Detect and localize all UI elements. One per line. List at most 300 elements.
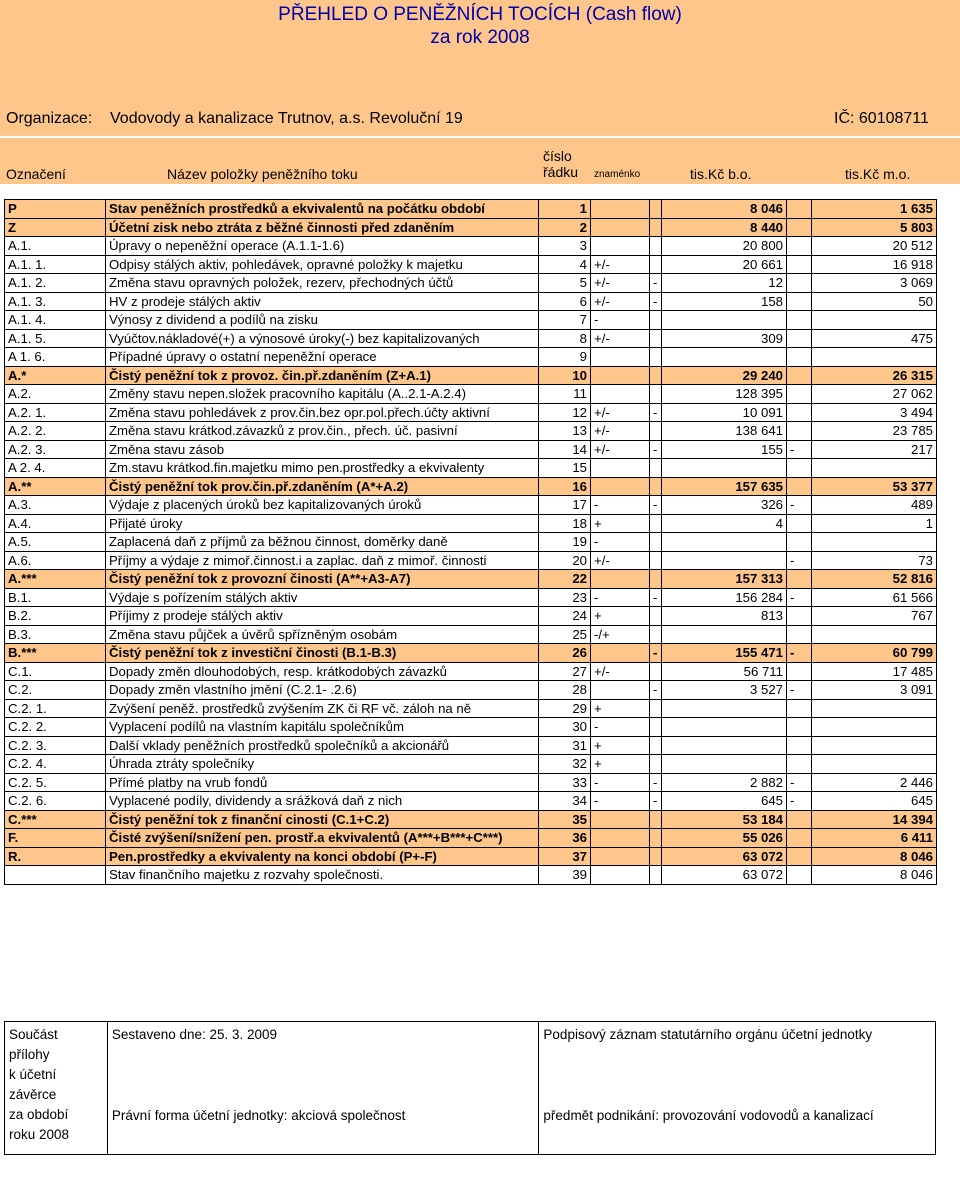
- current-sign: [650, 607, 662, 626]
- row-sign: -: [591, 311, 650, 330]
- table-row: [5, 403, 937, 422]
- row-number: 23: [539, 588, 591, 607]
- current-value: [662, 699, 787, 718]
- current-sign: [650, 551, 662, 570]
- previous-value: 1: [812, 514, 937, 533]
- signature-label: Podpisový záznam statutárního orgánu účetní jednotky: [543, 1027, 873, 1042]
- current-sign: [650, 385, 662, 404]
- table-row: [5, 829, 937, 848]
- previous-value: 8 046: [812, 847, 937, 866]
- row-number: 24: [539, 607, 591, 626]
- row-sign: [591, 829, 650, 848]
- previous-sign: -: [787, 551, 812, 570]
- footer-line: závěrce: [9, 1087, 57, 1102]
- current-value: [662, 625, 787, 644]
- row-code: A 1. 6.: [5, 348, 106, 367]
- previous-sign: [787, 755, 812, 774]
- row-name: Čistý peněžní tok z investiční činosti (B.1-B.3): [106, 644, 539, 663]
- previous-value: [812, 699, 937, 718]
- organization-ic: IČ: 60108711: [834, 110, 929, 127]
- row-number: 27: [539, 662, 591, 681]
- table-row: [5, 607, 937, 626]
- previous-value: 53 377: [812, 477, 937, 496]
- current-value: 155: [662, 440, 787, 459]
- row-number: 29: [539, 699, 591, 718]
- current-value: [662, 755, 787, 774]
- table-row: [5, 792, 937, 811]
- row-sign: +: [591, 755, 650, 774]
- previous-sign: -: [787, 681, 812, 700]
- row-code: A.4.: [5, 514, 106, 533]
- row-code: A.***: [5, 570, 106, 589]
- row-name: Stav peněžních prostředků a ekvivalentů na počátku období: [106, 200, 539, 219]
- current-sign: [650, 200, 662, 219]
- row-name: Vyplacení podílů na vlastním kapitálu společníkům: [106, 718, 539, 737]
- current-sign: -: [650, 588, 662, 607]
- previous-value: 61 566: [812, 588, 937, 607]
- previous-sign: [787, 514, 812, 533]
- current-sign: [650, 366, 662, 385]
- row-name: Případné úpravy o ostatní nepeněžní operace: [106, 348, 539, 367]
- current-sign: -: [650, 403, 662, 422]
- table-row: [5, 311, 937, 330]
- row-name: Změna stavu pohledávek z prov.čin.bez opr.pol.přech.účty aktivní: [106, 403, 539, 422]
- table-row: [5, 625, 937, 644]
- row-code: A.6.: [5, 551, 106, 570]
- row-number: 32: [539, 755, 591, 774]
- row-name: Čistý peněžní tok prov.čin.př.zdaněním (A*+A.2): [106, 477, 539, 496]
- table-row: [5, 255, 937, 274]
- row-sign: [591, 348, 650, 367]
- table-row: [5, 662, 937, 681]
- current-value: 309: [662, 329, 787, 348]
- table-row: [5, 847, 937, 866]
- row-name: Vyplacené podíly, dividendy a srážková daň z nich: [106, 792, 539, 811]
- row-code: Z: [5, 218, 106, 237]
- row-sign: +/-: [591, 403, 650, 422]
- row-code: C.2. 4.: [5, 755, 106, 774]
- row-sign: -/+: [591, 625, 650, 644]
- row-name: Čistý peněžní tok z provozní činosti (A**+A3-A7): [106, 570, 539, 589]
- previous-value: 6 411: [812, 829, 937, 848]
- footer-line: přílohy: [9, 1047, 50, 1062]
- row-name: Přímé platby na vrub fondů: [106, 773, 539, 792]
- row-code: C.2. 6.: [5, 792, 106, 811]
- row-name: Zaplacená daň z příjmů za běžnou činnost, doměrky daně: [106, 533, 539, 552]
- row-name: Odpisy stálých aktiv, pohledávek, opravné položky k majetku: [106, 255, 539, 274]
- row-name: Výdaje s pořízením stálých aktiv: [106, 588, 539, 607]
- legal-form: Právní forma účetní jednotky: akciová společnost: [111, 1108, 406, 1123]
- footer-line: Součást: [9, 1027, 58, 1042]
- previous-sign: [787, 662, 812, 681]
- row-sign: -: [591, 773, 650, 792]
- row-name: Čisté zvýšení/snížení pen. prostř.a ekvivalentů (A***+B***+C***): [106, 829, 539, 848]
- table-row: [5, 588, 937, 607]
- previous-value: [812, 348, 937, 367]
- row-sign: [591, 847, 650, 866]
- previous-sign: [787, 736, 812, 755]
- current-sign: [650, 329, 662, 348]
- current-sign: [650, 514, 662, 533]
- row-number: 20: [539, 551, 591, 570]
- row-name: Změna stavu zásob: [106, 440, 539, 459]
- footer-line: roku 2008: [9, 1127, 70, 1142]
- row-number: 7: [539, 311, 591, 330]
- row-code: R.: [5, 847, 106, 866]
- row-code: A.1. 1.: [5, 255, 106, 274]
- business-activity: předmět podnikání: provozování vodovodů a kanalizací: [543, 1108, 874, 1123]
- row-code: A.1. 3.: [5, 292, 106, 311]
- table-row: [5, 866, 937, 885]
- current-sign: -: [650, 681, 662, 700]
- previous-sign: [787, 311, 812, 330]
- row-sign: [591, 237, 650, 256]
- row-sign: -: [591, 533, 650, 552]
- previous-sign: [787, 607, 812, 626]
- current-value: 12: [662, 274, 787, 293]
- row-number: 35: [539, 810, 591, 829]
- current-value: 158: [662, 292, 787, 311]
- row-sign: +: [591, 699, 650, 718]
- current-value: 8 046: [662, 200, 787, 219]
- current-value: 813: [662, 607, 787, 626]
- row-sign: +: [591, 607, 650, 626]
- current-value: 55 026: [662, 829, 787, 848]
- table-row: [5, 237, 937, 256]
- table-row: [5, 736, 937, 755]
- previous-sign: [787, 625, 812, 644]
- table-row: [5, 718, 937, 737]
- row-name: Úhrada ztráty společníky: [106, 755, 539, 774]
- table-row: [5, 385, 937, 404]
- current-sign: [650, 218, 662, 237]
- table-row: [5, 496, 937, 515]
- col-header-name: Název položky peněžního toku: [167, 166, 358, 182]
- col-header-rowno-2: řádku: [543, 164, 579, 180]
- previous-sign: [787, 847, 812, 866]
- col-header-sign: znaménko: [594, 169, 641, 180]
- previous-value: 2 446: [812, 773, 937, 792]
- row-number: 14: [539, 440, 591, 459]
- table-row: [5, 514, 937, 533]
- row-name: Účetní zisk nebo ztráta z běžné činnosti před zdaněním: [106, 218, 539, 237]
- previous-sign: [787, 348, 812, 367]
- previous-value: 17 485: [812, 662, 937, 681]
- row-number: 26: [539, 644, 591, 663]
- row-code: A.**: [5, 477, 106, 496]
- previous-sign: [787, 292, 812, 311]
- row-name: Výnosy z dividend a podílů na zisku: [106, 311, 539, 330]
- row-code: A.2. 2.: [5, 422, 106, 441]
- table-row: [5, 755, 937, 774]
- row-code: C.2.: [5, 681, 106, 700]
- row-sign: +/-: [591, 551, 650, 570]
- row-number: 12: [539, 403, 591, 422]
- row-name: Stav finančního majetku z rozvahy společnosti.: [106, 866, 539, 885]
- previous-sign: [787, 366, 812, 385]
- row-sign: -: [591, 792, 650, 811]
- row-number: 34: [539, 792, 591, 811]
- current-sign: [650, 533, 662, 552]
- row-number: 18: [539, 514, 591, 533]
- row-number: 5: [539, 274, 591, 293]
- row-name: Změna stavu půjček a úvěrů spřízněným osobám: [106, 625, 539, 644]
- table-row: [5, 810, 937, 829]
- row-code: A.3.: [5, 496, 106, 515]
- row-sign: -: [591, 718, 650, 737]
- row-number: 1: [539, 200, 591, 219]
- row-number: 28: [539, 681, 591, 700]
- row-number: 16: [539, 477, 591, 496]
- table-row: [5, 422, 937, 441]
- row-code: B.1.: [5, 588, 106, 607]
- table-row: [5, 218, 937, 237]
- row-sign: +: [591, 736, 650, 755]
- row-number: 31: [539, 736, 591, 755]
- row-code: A.1.: [5, 237, 106, 256]
- current-value: 53 184: [662, 810, 787, 829]
- previous-value: 1 635: [812, 200, 937, 219]
- footer-signature-cell: [539, 1022, 936, 1155]
- table-row: [5, 533, 937, 552]
- column-header-row: [0, 138, 960, 184]
- previous-sign: [787, 422, 812, 441]
- table-row: [5, 773, 937, 792]
- current-value: 4: [662, 514, 787, 533]
- previous-value: 16 918: [812, 255, 937, 274]
- row-code: C.2. 2.: [5, 718, 106, 737]
- row-number: 8: [539, 329, 591, 348]
- row-name: Další vklady peněžních prostředků společníků a akcionářů: [106, 736, 539, 755]
- current-sign: [650, 422, 662, 441]
- footer-table: [4, 1021, 936, 1155]
- row-sign: [591, 385, 650, 404]
- current-sign: [650, 829, 662, 848]
- cashflow-table-wrap: [0, 199, 960, 885]
- row-sign: +: [591, 514, 650, 533]
- current-value: 63 072: [662, 866, 787, 885]
- table-row: [5, 366, 937, 385]
- current-sign: -: [650, 644, 662, 663]
- current-sign: -: [650, 496, 662, 515]
- current-value: 63 072: [662, 847, 787, 866]
- previous-sign: [787, 237, 812, 256]
- organization-row: [0, 100, 960, 136]
- row-code: A 2. 4.: [5, 459, 106, 478]
- row-number: 33: [539, 773, 591, 792]
- row-name: Změny stavu nepen.složek pracovního kapitálu (A..2.1-A.2.4): [106, 385, 539, 404]
- row-code: C.2. 5.: [5, 773, 106, 792]
- previous-sign: -: [787, 644, 812, 663]
- previous-value: 767: [812, 607, 937, 626]
- previous-value: [812, 755, 937, 774]
- footer-attachment-note: [5, 1022, 108, 1155]
- row-name: Dopady změn vlastního jmění (C.2.1- .2.6): [106, 681, 539, 700]
- previous-value: 20 512: [812, 237, 937, 256]
- previous-value: 3 091: [812, 681, 937, 700]
- current-sign: [650, 477, 662, 496]
- previous-sign: [787, 718, 812, 737]
- row-code: A.2. 1.: [5, 403, 106, 422]
- previous-sign: [787, 329, 812, 348]
- row-sign: [591, 218, 650, 237]
- row-name: Čistý peněžní tok z finanční cinosti (C.1+C.2): [106, 810, 539, 829]
- row-code: C.2. 3.: [5, 736, 106, 755]
- row-code: C.1.: [5, 662, 106, 681]
- row-name: Přijaté úroky: [106, 514, 539, 533]
- previous-value: 26 315: [812, 366, 937, 385]
- current-sign: -: [650, 773, 662, 792]
- row-code: F.: [5, 829, 106, 848]
- previous-sign: -: [787, 588, 812, 607]
- row-name: Úpravy o nepeněžní operace (A.1.1-1.6): [106, 237, 539, 256]
- previous-value: 475: [812, 329, 937, 348]
- current-sign: [650, 718, 662, 737]
- row-code: P: [5, 200, 106, 219]
- previous-value: [812, 718, 937, 737]
- footer-line: k účetní: [9, 1067, 57, 1082]
- row-sign: [591, 810, 650, 829]
- current-value: 155 471: [662, 644, 787, 663]
- row-number: 4: [539, 255, 591, 274]
- organization-label: Organizace:: [6, 110, 93, 127]
- cashflow-table: [4, 199, 937, 885]
- row-code: B.2.: [5, 607, 106, 626]
- row-number: 11: [539, 385, 591, 404]
- report-title: PŘEHLED O PENĚŽNÍCH TOCÍCH (Cash flow): [278, 4, 682, 25]
- row-sign: [591, 366, 650, 385]
- row-sign: [591, 570, 650, 589]
- table-row: [5, 292, 937, 311]
- row-number: 13: [539, 422, 591, 441]
- previous-sign: [787, 385, 812, 404]
- previous-sign: -: [787, 773, 812, 792]
- previous-sign: [787, 829, 812, 848]
- current-value: 157 313: [662, 570, 787, 589]
- table-row: [5, 477, 937, 496]
- row-sign: -: [591, 496, 650, 515]
- row-sign: +/-: [591, 292, 650, 311]
- table-row: [5, 200, 937, 219]
- previous-value: 645: [812, 792, 937, 811]
- row-code: A.*: [5, 366, 106, 385]
- col-header-code: Označení: [6, 166, 66, 182]
- table-row: [5, 274, 937, 293]
- current-value: 157 635: [662, 477, 787, 496]
- row-sign: +/-: [591, 440, 650, 459]
- table-row: [5, 329, 937, 348]
- current-sign: [650, 459, 662, 478]
- current-value: 645: [662, 792, 787, 811]
- current-sign: -: [650, 274, 662, 293]
- row-sign: [591, 459, 650, 478]
- row-code: B.3.: [5, 625, 106, 644]
- current-sign: -: [650, 440, 662, 459]
- row-sign: +/-: [591, 662, 650, 681]
- row-sign: [591, 200, 650, 219]
- previous-sign: [787, 403, 812, 422]
- row-number: 30: [539, 718, 591, 737]
- row-number: 10: [539, 366, 591, 385]
- current-value: 326: [662, 496, 787, 515]
- current-value: 3 527: [662, 681, 787, 700]
- current-sign: [650, 255, 662, 274]
- table-row: [5, 440, 937, 459]
- previous-sign: [787, 459, 812, 478]
- row-number: 17: [539, 496, 591, 515]
- row-name: Zvýšení peněž. prostředků zvýšením ZK či RF vč. záloh na ně: [106, 699, 539, 718]
- previous-sign: [787, 810, 812, 829]
- current-value: [662, 718, 787, 737]
- previous-value: 52 816: [812, 570, 937, 589]
- row-number: 25: [539, 625, 591, 644]
- table-row: [5, 348, 937, 367]
- previous-sign: [787, 274, 812, 293]
- row-name: Čistý peněžní tok z provoz. čin.př.zdaněním (Z+A.1): [106, 366, 539, 385]
- row-number: 19: [539, 533, 591, 552]
- row-name: Zm.stavu krátkod.fin.majetku mimo pen.prostředky a ekvivalenty: [106, 459, 539, 478]
- current-sign: [650, 348, 662, 367]
- row-code: [5, 866, 106, 885]
- row-name: Změna stavu krátkod.závazků z prov.čin., přech. úč. pasivní: [106, 422, 539, 441]
- row-sign: [591, 477, 650, 496]
- previous-sign: [787, 866, 812, 885]
- previous-value: [812, 533, 937, 552]
- previous-value: [812, 625, 937, 644]
- table-row: [5, 681, 937, 700]
- previous-sign: -: [787, 440, 812, 459]
- previous-sign: [787, 255, 812, 274]
- row-code: A.5.: [5, 533, 106, 552]
- row-number: 22: [539, 570, 591, 589]
- row-sign: +/-: [591, 274, 650, 293]
- row-code: A.1. 4.: [5, 311, 106, 330]
- row-code: A.1. 5.: [5, 329, 106, 348]
- current-sign: -: [650, 292, 662, 311]
- previous-sign: [787, 570, 812, 589]
- row-sign: [591, 644, 650, 663]
- row-code: A.2.: [5, 385, 106, 404]
- row-name: Výdaje z placených úroků bez kapitalizovaných úroků: [106, 496, 539, 515]
- row-number: 39: [539, 866, 591, 885]
- current-value: [662, 551, 787, 570]
- previous-value: 60 799: [812, 644, 937, 663]
- current-value: [662, 459, 787, 478]
- previous-sign: [787, 218, 812, 237]
- col-header-current: tis.Kč b.o.: [690, 166, 752, 182]
- current-sign: [650, 755, 662, 774]
- row-code: C.2. 1.: [5, 699, 106, 718]
- previous-sign: -: [787, 496, 812, 515]
- row-sign: +/-: [591, 255, 650, 274]
- row-sign: [591, 866, 650, 885]
- row-code: C.***: [5, 810, 106, 829]
- table-row: [5, 459, 937, 478]
- row-sign: [591, 681, 650, 700]
- row-name: Pen.prostředky a ekvivalenty na konci období (P+-F): [106, 847, 539, 866]
- current-sign: [650, 699, 662, 718]
- previous-value: 5 803: [812, 218, 937, 237]
- row-name: Změna stavu opravných položek, rezerv, přechodných účtů: [106, 274, 539, 293]
- row-code: A.1. 2.: [5, 274, 106, 293]
- current-value: 156 284: [662, 588, 787, 607]
- previous-value: 14 394: [812, 810, 937, 829]
- current-value: [662, 311, 787, 330]
- previous-value: 27 062: [812, 385, 937, 404]
- compiled-date: Sestaveno dne: 25. 3. 2009: [111, 1027, 278, 1042]
- row-name: HV z prodeje stálých aktiv: [106, 292, 539, 311]
- row-sign: -: [591, 588, 650, 607]
